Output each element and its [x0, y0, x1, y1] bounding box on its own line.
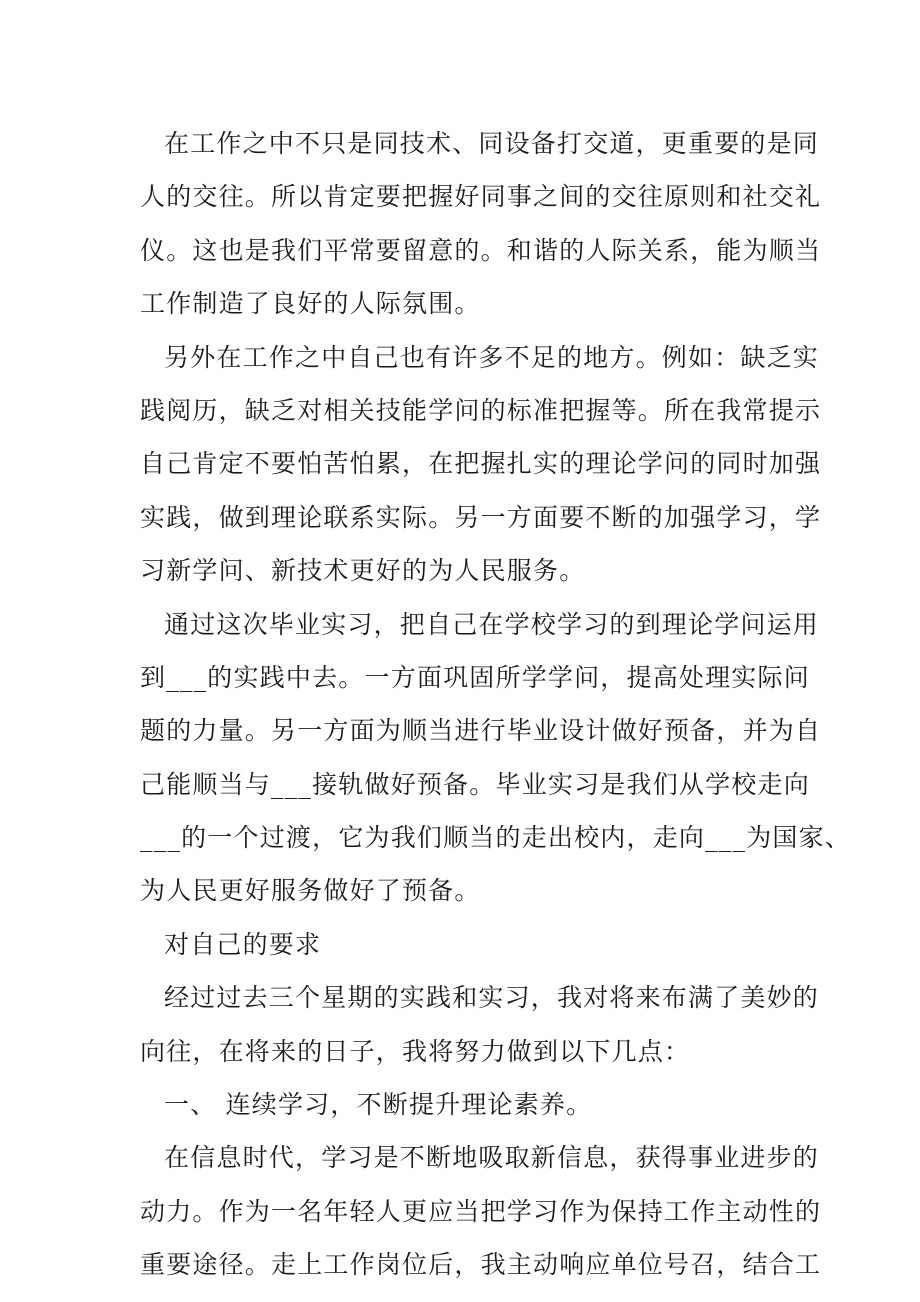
- paragraph-2-line-4: 实践，做到理论联系实际。另一方面要不断的加强学习，学: [140, 502, 822, 532]
- paragraph-3-line-1: 通过这次毕业实习，把自己在学校学习的到理论学问运用: [164, 609, 820, 639]
- paragraph-3-line-4: 己能顺当与___接轨做好预备。毕业实习是我们从学校走向: [140, 769, 810, 799]
- paragraph-1-line-4: 工作制造了良好的人际氛围。: [140, 289, 481, 319]
- document-body: [140, 117, 852, 1292]
- paragraph-1-line-3: 仪。这也是我们平常要留意的。和谐的人际关系，能为顺当: [140, 235, 822, 265]
- paragraph-3-line-2: 到___的实践中去。一方面巩固所学学问，提高处理实际问: [140, 662, 810, 692]
- list-item-1: 一、 连续学习，不断提升理论素养。: [164, 1090, 593, 1120]
- paragraph-2-line-2: 践阅历，缺乏对相关技能学问的标准把握等。所在我常提示: [140, 395, 822, 425]
- paragraph-2-line-5: 习新学问、新技术更好的为人民服务。: [140, 556, 586, 586]
- paragraph-1-line-2: 人的交往。所以肯定要把握好同事之间的交往原则和社交礼: [140, 182, 822, 212]
- paragraph-5-line-3: 重要途径。走上工作岗位后，我主动响应单位号召，结合工: [140, 1250, 822, 1280]
- paragraph-4-line-2: 向往，在将来的日子，我将努力做到以下几点：: [140, 1036, 691, 1066]
- paragraph-3-line-5: ___的一个过渡，它为我们顺当的走出校内，走向___为国家、: [140, 823, 852, 853]
- paragraph-3-line-3: 题的力量。另一方面为顺当进行毕业设计做好预备，并为自: [140, 716, 822, 746]
- paragraph-2-line-3: 自己肯定不要怕苦怕累，在把握扎实的理论学问的同时加强: [140, 449, 822, 479]
- section-heading: 对自己的要求: [164, 929, 322, 959]
- paragraph-4-line-1: 经过过去三个星期的实践和实习，我对将来布满了美妙的: [164, 983, 820, 1013]
- paragraph-1-line-1: 在工作之中不只是同技术、同设备打交道，更重要的是同: [164, 129, 820, 158]
- paragraph-3-line-6: 为人民更好服务做好了预备。: [140, 876, 481, 906]
- paragraph-5-line-1: 在信息时代，学习是不断地吸取新信息，获得事业进步的: [164, 1143, 820, 1173]
- paragraph-2-line-1: 另外在工作之中自己也有许多不足的地方。例如：缺乏实: [164, 342, 820, 372]
- paragraph-5-line-2: 动力。作为一名年轻人更应当把学习作为保持工作主动性的: [140, 1196, 822, 1226]
